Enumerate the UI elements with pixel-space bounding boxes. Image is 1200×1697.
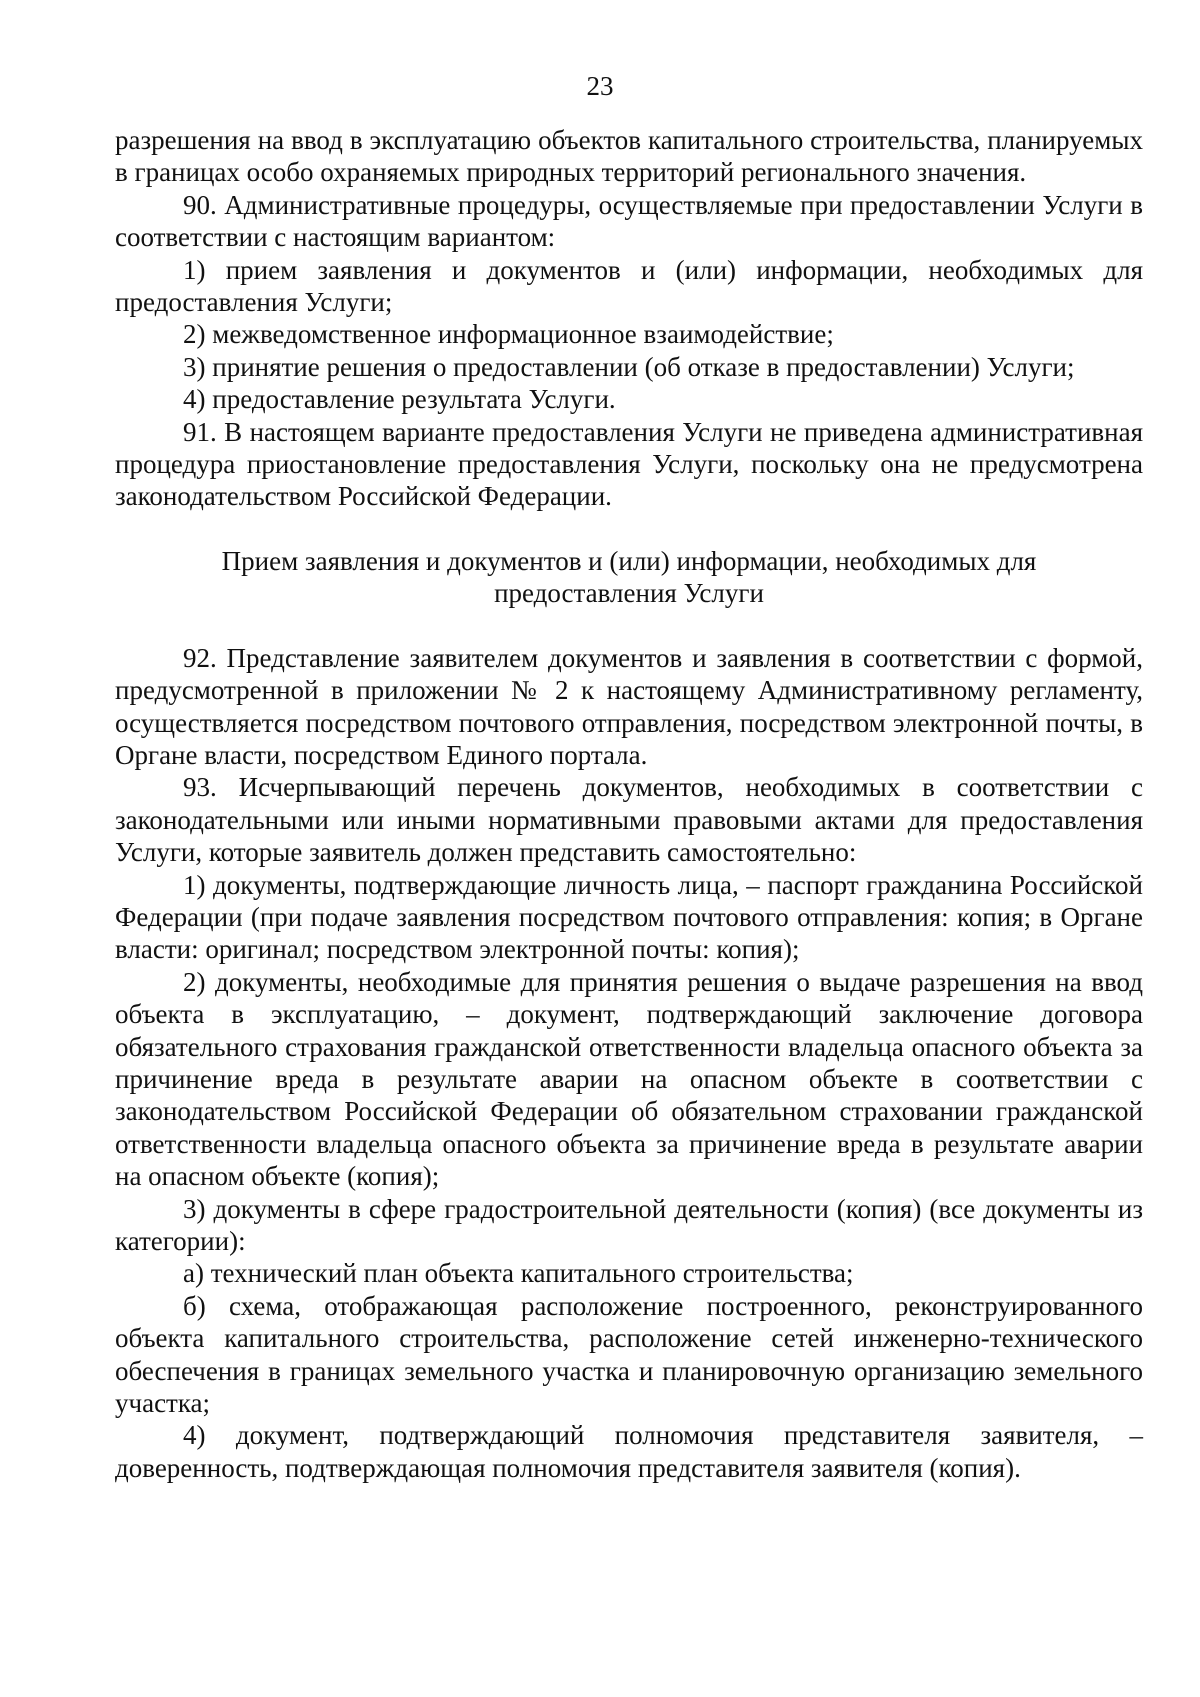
section-heading-line-1: Прием заявления и документов и (или) информации, необходимых для: [221, 545, 1037, 576]
list-item-90-3: 3) принятие решения о предоставлении (об отказе в предоставлении) Услуги;: [183, 351, 1075, 382]
list-item-93-3b: б) схема, отображающая расположение построенного, реконструированного объекта капитального строительства, расположение сетей инженерно-технического обеспечения в границах земельного участка и планировочную организацию земельного участка;: [115, 1290, 1143, 1419]
section-heading: [115, 545, 1143, 610]
page-number: 23: [586, 71, 614, 101]
paragraph-90: 90. Административные процедуры, осуществляемые при предоставлении Услуги в соответствии с настоящим вариантом:: [115, 189, 1143, 253]
paragraph-91: 91. В настоящем варианте предоставления Услуги не приведена административная процедура приостановление предоставления Услуги, поскольку она не предусмотрена законодательством Российской Федерации.: [115, 416, 1143, 512]
list-item-90-4: 4) предоставление результата Услуги.: [183, 384, 616, 415]
paragraph-93: 93. Исчерпывающий перечень документов, необходимых в соответствии с законодательными или иными нормативными правовыми актами для предоставления Услуги, которые заявитель должен представить самостоятельно:: [115, 772, 1143, 868]
list-item-93-1: 1) документы, подтверждающие личность лица, – паспорт гражданина Российской Федерации (при подаче заявления посредством почтового отправления: копия; в Органе власти: оригинал; посредством электронной почты: копия);: [115, 869, 1143, 965]
paragraph-92: 92. Представление заявителем документов и заявления в соответствии с формой, предусмотренной в приложении № 2 к настоящему Административному регламенту, осуществляется посредством почтового отправления, посредством электронной почты, в Органе власти, посредством Единого портала.: [115, 642, 1143, 770]
list-item-93-2: 2) документы, необходимые для принятия решения о выдаче разрешения на ввод объекта в эксплуатацию, – документ, подтверждающий заключение договора обязательного страхования гражданской ответственности владельца опасного объекта за причинение вреда в результате аварии на опасном объекте в соответствии с законодательством Российской Федерации об обязательном страховании гражданской ответственности владельца опасного объекта за причинение вреда в результате аварии на опасном объекте (копия);: [115, 966, 1143, 1192]
section-heading-line-2: предоставления Услуги: [494, 578, 764, 609]
paragraph-continuation: разрешения на ввод в эксплуатацию объектов капитального строительства, планируемых в границах особо охраняемых природных территорий регионального значения.: [115, 125, 1143, 188]
document-body: [115, 124, 1143, 1484]
list-item-93-3a: а) технический план объекта капитального строительства;: [183, 1258, 854, 1289]
list-item-90-1: 1) прием заявления и документов и (или) информации, необходимых для предоставления Услуги;: [115, 254, 1143, 318]
list-item-93-4: 4) документ, подтверждающий полномочия представителя заявителя, – доверенность, подтверждающая полномочия представителя заявителя (копия).: [115, 1420, 1143, 1483]
list-item-90-2: 2) межведомственное информационное взаимодействие;: [183, 319, 834, 350]
list-item-93-3: 3) документы в сфере градостроительной деятельности (копия) (все документы из категории):: [115, 1193, 1143, 1256]
